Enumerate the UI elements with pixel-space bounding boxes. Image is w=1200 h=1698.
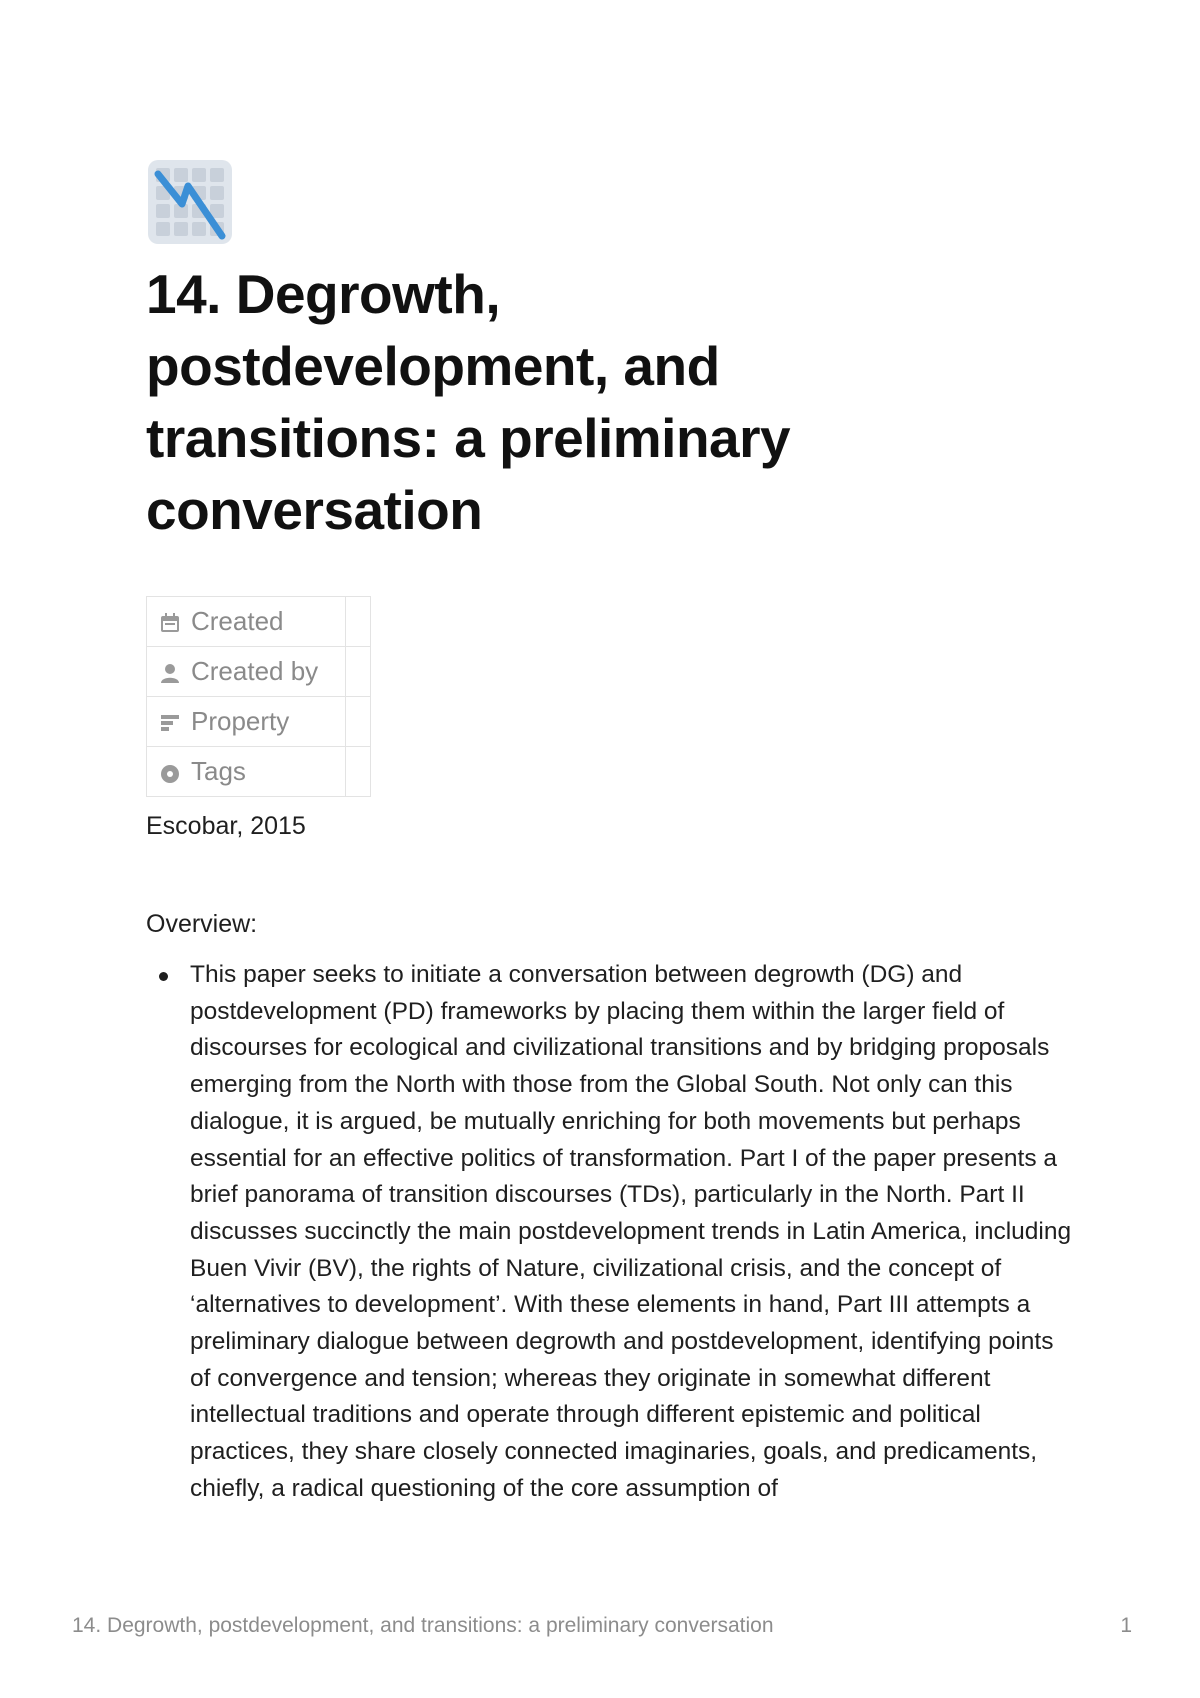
page-number: 1 bbox=[1120, 1614, 1132, 1637]
property-row-created-by[interactable] bbox=[147, 647, 371, 697]
property-value[interactable] bbox=[346, 747, 371, 797]
bullet-list bbox=[146, 957, 1076, 1508]
property-row-created[interactable] bbox=[147, 597, 371, 647]
property-value[interactable] bbox=[346, 647, 371, 697]
list-icon bbox=[159, 710, 181, 732]
bullet-dot-icon bbox=[159, 972, 168, 981]
chart-decreasing-icon bbox=[148, 160, 232, 244]
property-label: Tags bbox=[191, 756, 246, 786]
property-label: Created by bbox=[191, 656, 319, 686]
property-label: Created bbox=[191, 606, 284, 636]
property-value[interactable] bbox=[346, 597, 371, 647]
property-label: Property bbox=[191, 706, 290, 736]
footer-title: 14. Degrowth, postdevelopment, and transitions: a preliminary conversation bbox=[72, 1614, 774, 1637]
list-item bbox=[146, 957, 1076, 1508]
properties-table bbox=[146, 596, 371, 797]
property-row-property[interactable] bbox=[147, 697, 371, 747]
tag-circle-icon bbox=[159, 760, 181, 782]
overview-heading: Overview: bbox=[146, 910, 258, 938]
bullet-text: This paper seeks to initiate a conversation between degrowth (DG) and postdevelopment (PD) frameworks by placing them within the larger field of discourses for ecological and civilizational transitions and by bridging proposals emerging from the North with those from the Global South. Not only can this dialogue, it is argued, be mutually enriching for both movements but perhaps essential for an effective politics of transformation. Part I of the paper presents a brief panorama of transition discourses (TDs), particularly in the North. Part II discusses succinctly the main postdevelopment trends in Latin America, including Buen Vivir (BV), the rights of Nature, civilizational crisis, and the concept of ‘alternatives to development’. With these elements in hand, Part III attempts a preliminary dialogue between degrowth and postdevelopment, identifying points of convergence and tension; whereas they originate in somewhat different intellectual traditions and operate through different epistemic and political practices, they share closely connected imaginaries, goals, and predicaments, chiefly, a radical questioning of the core assumption of bbox=[190, 961, 1072, 1502]
property-row-tags[interactable] bbox=[147, 747, 371, 797]
person-icon bbox=[159, 660, 181, 682]
citation: Escobar, 2015 bbox=[146, 812, 306, 840]
calendar-icon bbox=[159, 610, 181, 632]
property-value[interactable] bbox=[346, 697, 371, 747]
page-title: 14. Degrowth, postdevelopment, and transitions: a preliminary conversation bbox=[146, 263, 791, 541]
